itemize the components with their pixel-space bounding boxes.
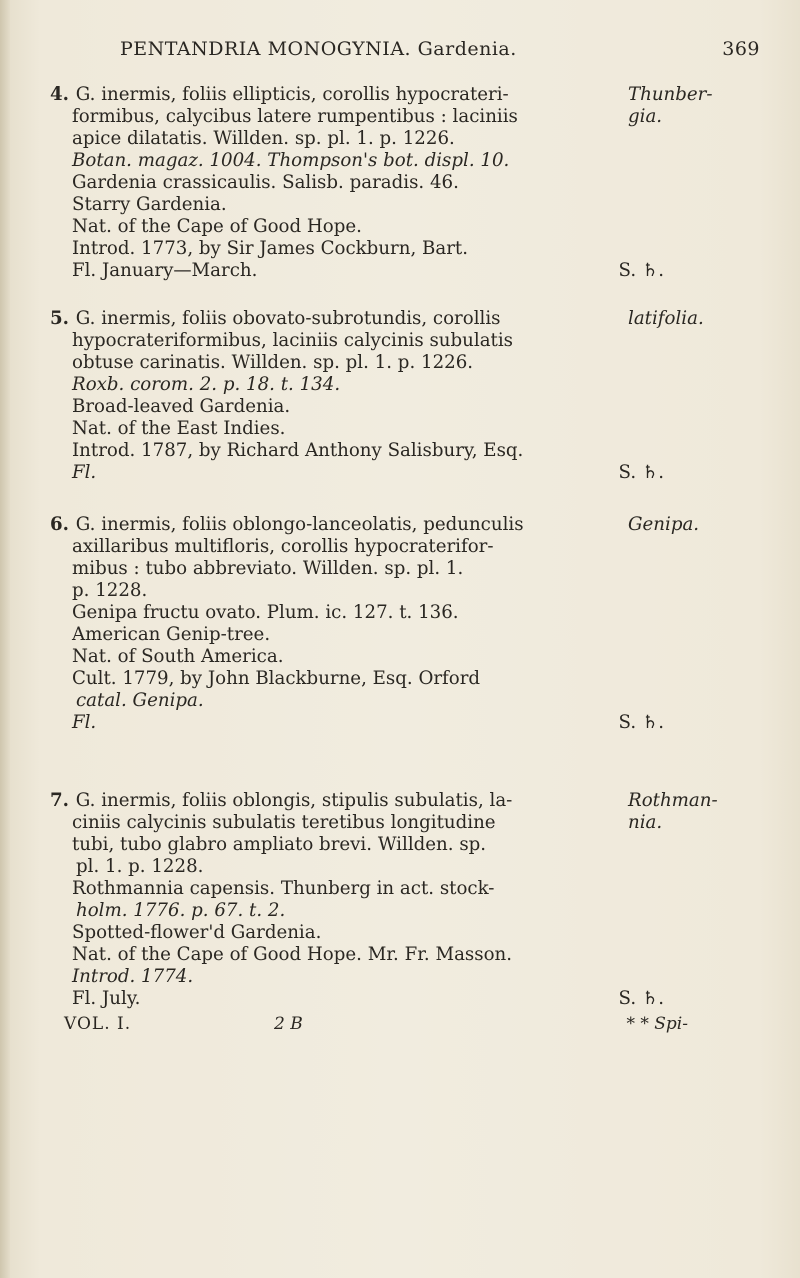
species-entry-7 xyxy=(50,790,670,1010)
entry-line: Gardenia crassicaulis. Salisb. paradis. 46. xyxy=(72,172,459,193)
margin-name-4-cont: gia. xyxy=(628,106,663,127)
status-mark: S. ♄. xyxy=(618,260,664,281)
running-head-title: PENTANDRIA MONOGYNIA. Gardenia. xyxy=(120,38,517,60)
entry-line: pl. 1. p. 1228. xyxy=(76,856,204,877)
entry-line: Nat. of the Cape of Good Hope. xyxy=(72,216,362,237)
running-head xyxy=(120,38,760,68)
entry-line: Starry Gardenia. xyxy=(72,194,227,215)
entry-line: Nat. of South America. xyxy=(72,646,284,667)
entry-line: axillaribus multifloris, corollis hypocraterifor- xyxy=(72,536,494,557)
entry-line: Introd. 1773, by Sir James Cockburn, Bart. xyxy=(72,238,469,259)
entry-line: Fl. xyxy=(72,462,97,483)
entry-line: G. inermis, foliis ellipticis, corollis hypocrateri- xyxy=(75,84,509,105)
entry-line: G. inermis, foliis obovato-subrotundis, corollis xyxy=(75,308,501,329)
entry-line: G. inermis, foliis oblongis, stipulis subulatis, la- xyxy=(75,790,513,811)
entry-line: Introd. 1774. xyxy=(72,966,194,987)
margin-name-4: Thunber- xyxy=(628,84,713,105)
entry-line: tubi, tubo glabro ampliato brevi. Willden. sp. xyxy=(72,834,487,855)
signature-mark: 2 B xyxy=(274,1014,303,1034)
entry-line: holm. 1776. p. 67. t. 2. xyxy=(76,900,286,921)
entry-number: 6. xyxy=(50,514,69,535)
page-spine-shadow xyxy=(0,0,10,1278)
entry-line: mibus : tubo abbreviato. Willden. sp. pl. 1. xyxy=(72,558,464,579)
status-mark: S. ♄. xyxy=(618,988,664,1009)
entry-line: American Genip-tree. xyxy=(72,624,271,645)
catchword: * * Spi- xyxy=(626,1014,688,1034)
species-entry-4 xyxy=(50,84,670,282)
entry-line: Fl. July. xyxy=(72,988,141,1009)
entry-line: Botan. magaz. 1004. Thompson's bot. displ. 10. xyxy=(72,150,510,171)
entry-number: 4. xyxy=(50,84,69,105)
entry-line: ciniis calycinis subulatis teretibus longitudine xyxy=(72,812,496,833)
entry-line: catal. Genipa. xyxy=(76,690,204,711)
entry-line: p. 1228. xyxy=(72,580,148,601)
entry-line: Nat. of the East Indies. xyxy=(72,418,286,439)
entry-line: hypocrateriformibus, laciniis calycinis subulatis xyxy=(72,330,513,351)
entry-line: Broad-leaved Gardenia. xyxy=(72,396,291,417)
entry-line: obtuse carinatis. Willden. sp. pl. 1. p. 1226. xyxy=(72,352,474,373)
entry-line: apice dilatatis. Willden. sp. pl. 1. p. 1226. xyxy=(72,128,455,149)
page-footer xyxy=(64,1014,694,1036)
entry-number: 5. xyxy=(50,308,69,329)
entry-line: Nat. of the Cape of Good Hope. Mr. Fr. Masson. xyxy=(72,944,513,965)
entry-number: 7. xyxy=(50,790,69,811)
status-mark: S. ♄. xyxy=(618,712,664,733)
margin-name-7: Rothman- xyxy=(628,790,718,811)
entry-line: Fl. xyxy=(72,712,97,733)
entry-line: Fl. January—March. xyxy=(72,260,258,281)
entry-line: Introd. 1787, by Richard Anthony Salisbury, Esq. xyxy=(72,440,524,461)
margin-name-7-cont: nia. xyxy=(628,812,663,833)
page-number: 369 xyxy=(722,38,760,60)
entry-line: G. inermis, foliis oblongo-lanceolatis, pedunculis xyxy=(75,514,524,535)
species-entry-6 xyxy=(50,514,670,734)
volume-mark: VOL. I. xyxy=(64,1014,132,1034)
entry-line: Roxb. corom. 2. p. 18. t. 134. xyxy=(72,374,341,395)
status-mark: S. ♄. xyxy=(618,462,664,483)
entry-line: Spotted-flower'd Gardenia. xyxy=(72,922,322,943)
margin-name-5: latifolia. xyxy=(628,308,704,329)
margin-name-6: Genipa. xyxy=(628,514,700,535)
entry-line: Genipa fructu ovato. Plum. ic. 127. t. 136. xyxy=(72,602,459,623)
entry-line: Cult. 1779, by John Blackburne, Esq. Orford xyxy=(72,668,481,689)
entry-line: formibus, calycibus latere rumpentibus : laciniis xyxy=(72,106,518,127)
species-entry-5 xyxy=(50,308,670,484)
entry-line: Rothmannia capensis. Thunberg in act. stock- xyxy=(72,878,495,899)
